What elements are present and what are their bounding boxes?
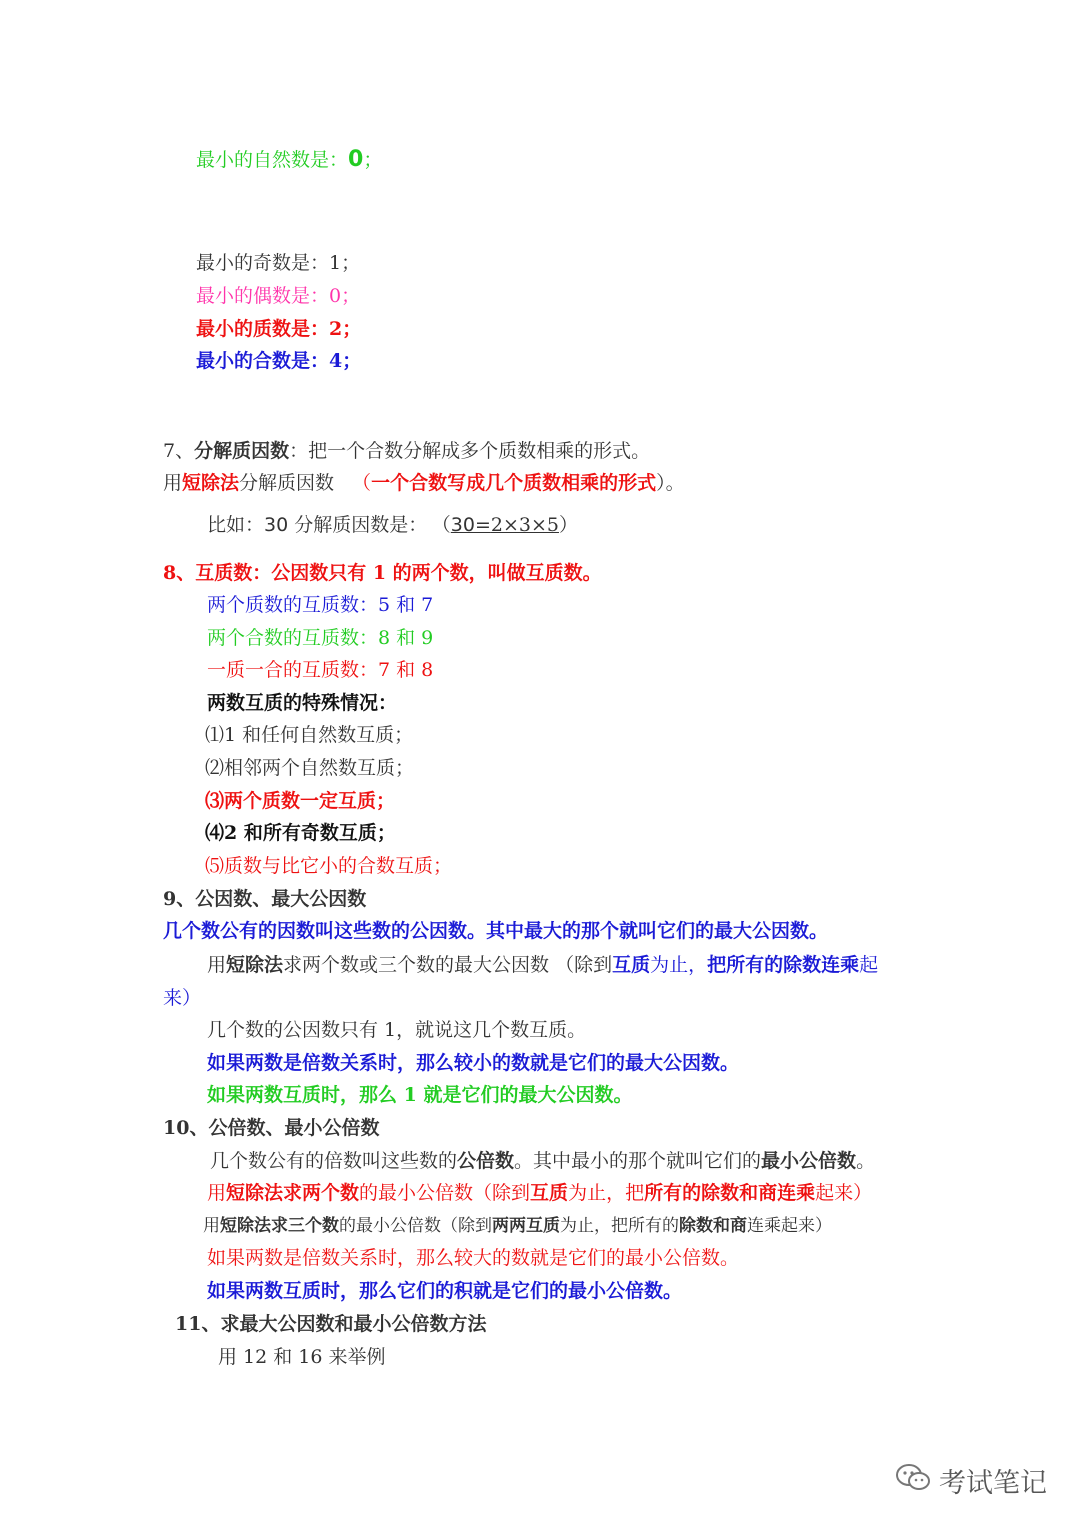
method-keyword: 两两互质 [492,1216,560,1236]
gcd-multiple-rule: 如果两数是倍数关系时，那么较小的数就是它们的最大公因数。 [207,1052,740,1074]
method-text: 为止，把所有的 [560,1216,679,1236]
method-text: 的最小公倍数（除到 [359,1182,531,1204]
method-keyword: 短除法 [182,472,240,494]
method-text: 分解质因数 [239,472,335,494]
watermark [895,1460,1047,1500]
method-text: 用 [203,1216,220,1236]
gcd-coprime-rule: 如果两数互质时，那么 1 就是它们的最大公因数。 [207,1084,633,1106]
coprime-example-composites: 两个合数的互质数：8 和 9 [207,627,434,649]
example-number: 30 [264,514,289,536]
section-7-term: 分解质因数 [194,440,290,462]
method-text: 起 [859,954,879,976]
method-keyword: 互质 [612,954,651,976]
lcm-definition [210,1147,875,1175]
example-paren: （ [441,514,451,536]
section-7-example [207,511,578,539]
method-keyword: 短除法 [226,954,284,976]
section-7-heading [163,437,650,465]
method-keyword: 所有的除数和商连乘 [644,1182,816,1204]
example-equation: 30= [450,514,491,536]
section-7-def: ：把一个合数分解成多个质数相乘的形式。 [289,440,651,462]
example-paren: ） [558,514,578,536]
section-7-method [163,469,685,497]
method-text: 用 [163,472,183,494]
lcm-coprime-rule: 如果两数互质时，那么它们的积就是它们的最小公倍数。 [207,1280,683,1302]
section-10-heading: 10、公倍数、最小公倍数 [163,1117,380,1139]
method-text: 连乘起来） [747,1216,832,1236]
gcd-method [207,951,878,979]
definition-text: 。 [856,1150,876,1172]
method-text: 为止，把 [568,1182,645,1204]
example-factors: 2×3×5 [490,514,559,536]
smallest-odd: 最小的奇数是：1； [196,252,361,274]
section-8-heading: 8、互质数：公因数只有 1 的两个数，叫做互质数。 [163,562,602,584]
coprime-example-primes: 两个质数的互质数：5 和 7 [207,594,434,616]
natural-label: 最小的自然数是： [196,149,349,171]
section-9-heading: 9、公因数、最大公因数 [163,888,367,910]
smallest-even: 最小的偶数是：0； [196,285,361,307]
method-keyword: 把所有的除数连乘 [707,954,860,976]
special-case-5: ⑸质数与比它小的合数互质； [205,855,453,877]
smallest-composite: 最小的合数是：4； [196,350,362,372]
method-text: 求两个数或三个数的最大公因数 （除到 [283,954,613,976]
example-text: 分解质因数是： [288,514,428,536]
example-label: 比如： [207,514,265,536]
method-text: 为止， [650,954,708,976]
method-keyword: 除数和商 [679,1216,747,1236]
special-case-4: ⑷2 和所有奇数互质； [205,822,396,844]
smallest-natural [196,146,382,174]
method-paren: ）。 [656,472,685,494]
natural-end: ； [363,149,383,171]
method-text: 用 [207,954,227,976]
method-text: 的最小公倍数（除到 [339,1216,492,1236]
gcd-method-cont: 来） [163,987,202,1009]
gcd-coprime-note: 几个数的公因数只有 1，就说这几个数互质。 [207,1019,587,1041]
method-text: 用 [207,1182,227,1204]
method-text: 起来） [815,1182,873,1204]
method-keyword: 短除法求三个数 [220,1216,339,1236]
section-11-heading: 11、求最大公因数和最小公倍数方法 [175,1313,487,1335]
lcm-two-numbers [207,1179,872,1207]
definition-term: 公倍数 [457,1150,515,1172]
watermark-text: 考试笔记 [939,1467,1047,1499]
lcm-multiple-rule: 如果两数是倍数关系时，那么较大的数就是它们的最小公倍数。 [207,1247,740,1269]
smallest-prime: 最小的质数是：2； [196,318,362,340]
definition-text: 几个数公有的倍数叫这些数的 [210,1150,458,1172]
method-keyword: 短除法求两个数 [226,1182,360,1204]
section-7-num: 7、 [163,440,195,462]
special-cases-title: 两数互质的特殊情况： [207,692,398,714]
lcm-three-numbers [203,1212,832,1240]
special-case-2: ⑵相邻两个自然数互质； [205,757,415,779]
wechat-icon [895,1463,931,1498]
special-case-3: ⑶两个质数一定互质； [205,790,396,812]
natural-value: 0 [348,147,364,172]
coprime-example-mixed: 一质一合的互质数：7 和 8 [207,659,434,681]
definition-text: 。其中最小的那个就叫它们的 [514,1150,762,1172]
method-keyword: 互质 [530,1182,569,1204]
section-11-example: 用 12 和 16 来举例 [218,1346,386,1368]
definition-term: 最小公倍数 [761,1150,857,1172]
method-paren: （ [352,472,372,494]
gcd-definition: 几个数公有的因数叫这些数的公因数。其中最大的那个就叫它们的最大公因数。 [163,920,829,942]
method-note: 一个合数写成几个质数相乘的形式 [371,472,657,494]
special-case-1: ⑴1 和任何自然数互质； [205,724,414,746]
